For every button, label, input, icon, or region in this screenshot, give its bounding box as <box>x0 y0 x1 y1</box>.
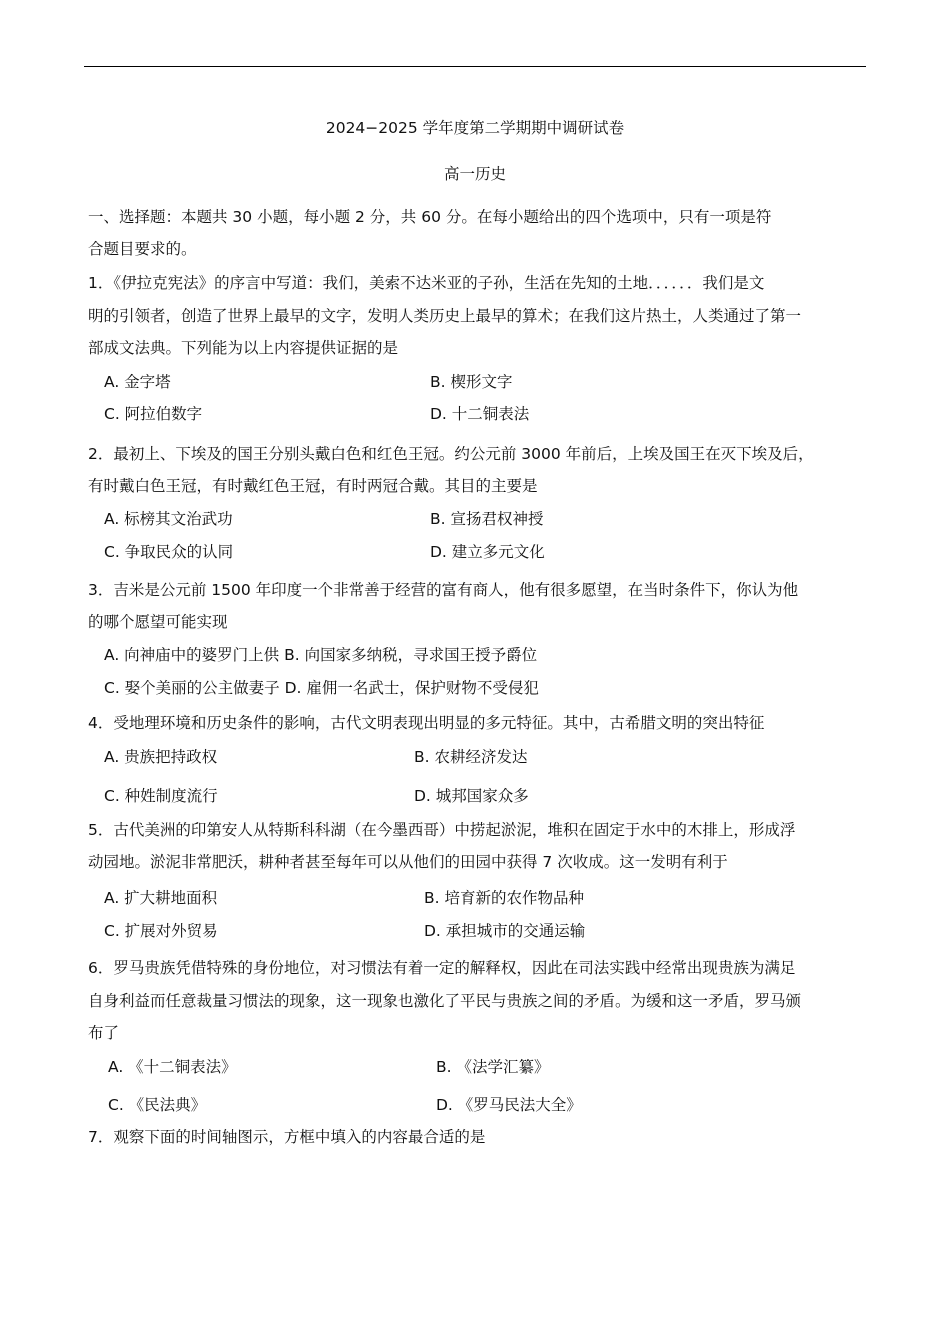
question-1-option-b[interactable]: B. 楔形文字 <box>430 373 513 391</box>
page-title: 2024−2025 学年度第二学期期中调研试卷 <box>325 119 625 137</box>
question-3-stem: 的哪个愿望可能实现 <box>88 613 228 631</box>
section-instructions: 一、选择题：本题共 30 小题，每小题 2 分，共 60 分。在每小题给出的四个选项中，只有一项是符 <box>88 208 772 226</box>
question-3-options-cd[interactable]: C. 娶个美丽的公主做妻子 D. 雇佣一名武士，保护财物不受侵犯 <box>104 679 539 697</box>
question-4-option-c[interactable]: C. 种姓制度流行 <box>104 787 218 805</box>
question-2-option-d[interactable]: D. 建立多元文化 <box>430 543 545 561</box>
question-4-stem: 4．受地理环境和历史条件的影响，古代文明表现出明显的多元特征。其中，古希腊文明的突出特征 <box>88 714 765 732</box>
question-6-stem: 6．罗马贵族凭借特殊的身份地位，对习惯法有着一定的解释权，因此在司法实践中经常出现贵族为满足 <box>88 959 796 977</box>
page-subtitle: 高一历史 <box>443 165 506 183</box>
top-rule <box>84 66 866 67</box>
question-1-option-a[interactable]: A. 金字塔 <box>104 373 171 391</box>
question-4-option-a[interactable]: A. 贵族把持政权 <box>104 748 218 766</box>
question-6-stem: 自身利益而任意裁量习惯法的现象，这一现象也激化了平民与贵族之间的矛盾。为缓和这一矛盾，罗马颁 <box>88 992 802 1010</box>
question-2-option-b[interactable]: B. 宣扬君权神授 <box>430 510 544 528</box>
question-2-stem: 2．最初上、下埃及的国王分别头戴白色和红色王冠。约公元前 3000 年前后，上埃及国王在灭下埃及后， <box>88 445 814 463</box>
question-7-stem: 7．观察下面的时间轴图示，方框中填入的内容最合适的是 <box>88 1128 486 1146</box>
question-2-stem: 有时戴白色王冠，有时戴红色王冠，有时两冠合戴。其目的主要是 <box>88 477 538 495</box>
question-1-option-d[interactable]: D. 十二铜表法 <box>430 405 530 423</box>
question-3-options-ab[interactable]: A. 向神庙中的婆罗门上供 B. 向国家多纳税，寻求国王授予爵位 <box>104 646 538 664</box>
question-1-stem: 部成文法典。下列能为以上内容提供证据的是 <box>88 339 399 357</box>
question-5-option-b[interactable]: B. 培育新的农作物品种 <box>424 889 584 907</box>
question-4-option-d[interactable]: D. 城邦国家众多 <box>414 787 529 805</box>
question-6-option-c[interactable]: C. 《民法典》 <box>108 1096 207 1114</box>
question-5-option-d[interactable]: D. 承担城市的交通运输 <box>424 922 586 940</box>
question-6-option-a[interactable]: A. 《十二铜表法》 <box>108 1058 237 1076</box>
question-5-option-a[interactable]: A. 扩大耕地面积 <box>104 889 218 907</box>
question-1-stem: 1．《伊拉克宪法》的序言中写道：我们，美索不达米亚的子孙，生活在先知的土地．．．．．．我们是文 <box>88 274 765 292</box>
question-1-stem: 明的引领者，创造了世界上最早的文字，发明人类历史上最早的算术；在我们这片热土，人类通过了第一 <box>88 307 802 325</box>
question-2-option-c[interactable]: C. 争取民众的认同 <box>104 543 234 561</box>
question-4-option-b[interactable]: B. 农耕经济发达 <box>414 748 528 766</box>
section-instructions-cont: 合题目要求的。 <box>88 240 197 258</box>
question-2-option-a[interactable]: A. 标榜其文治武功 <box>104 510 233 528</box>
question-6-stem: 布了 <box>88 1024 120 1042</box>
question-6-option-d[interactable]: D. 《罗马民法大全》 <box>436 1096 582 1114</box>
question-3-stem: 3．吉米是公元前 1500 年印度一个非常善于经营的富有商人，他有很多愿望，在当时条件下，你认为他 <box>88 581 799 599</box>
question-5-stem: 5．古代美洲的印第安人从特斯科科湖（在今墨西哥）中捞起淤泥，堆积在固定于水中的木排上，形成浮 <box>88 821 796 839</box>
question-1-option-c[interactable]: C. 阿拉伯数字 <box>104 405 203 423</box>
question-5-option-c[interactable]: C. 扩展对外贸易 <box>104 922 218 940</box>
question-5-stem: 动园地。淤泥非常肥沃，耕种者甚至每年可以从他们的田园中获得 7 次收成。这一发明有利于 <box>88 853 728 871</box>
question-6-option-b[interactable]: B. 《法学汇纂》 <box>436 1058 550 1076</box>
